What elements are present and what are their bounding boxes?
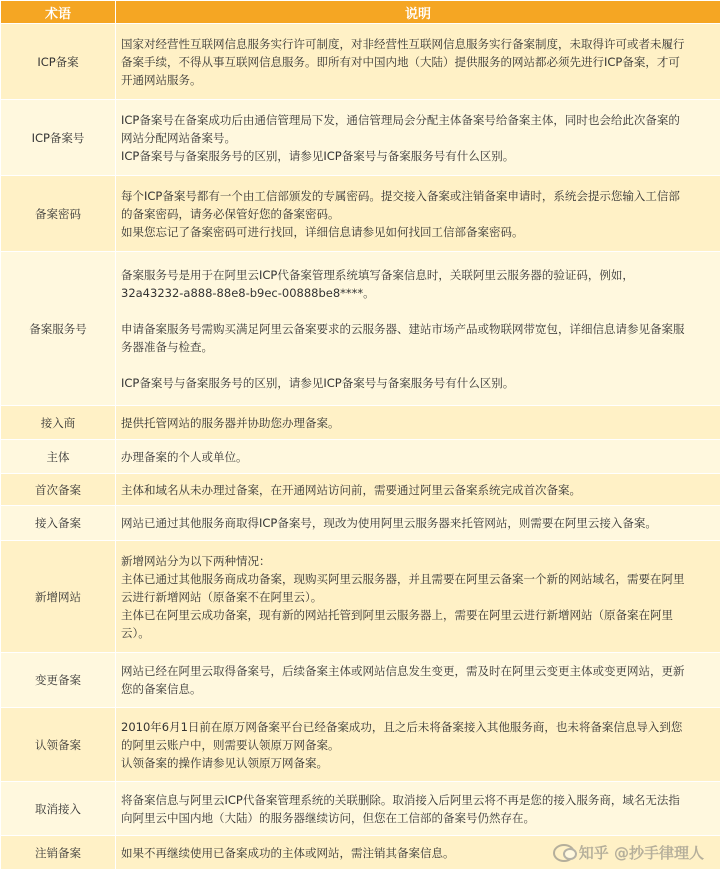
description-line: 每个ICP备案号都有一个由工信部颁发的专属密码。提交接入备案或注销备案申请时，系统会提示您输入工信部 (121, 188, 680, 203)
description-line: 云进行新增网站（原备案不在阿里云）。 (121, 589, 323, 604)
description-line: 务器准备与检查。 (121, 339, 213, 354)
description-cell (116, 506, 720, 541)
description-line: 2010年6月1日前在原万网备案平台已经备案成功，且之后未将备案接入其他服务商，也未将备案信息导入到您 (121, 719, 683, 734)
table-row (1, 24, 720, 100)
header-term: 术语 (1, 1, 116, 24)
table-row (1, 653, 720, 708)
description-cell (116, 406, 720, 440)
table-row (1, 440, 720, 474)
term-cell: 主体 (1, 440, 116, 474)
description-cell (116, 708, 720, 782)
term-cell: 接入商 (1, 406, 116, 440)
description-cell (116, 653, 720, 708)
header-description: 说明 (116, 1, 720, 24)
wechat-icon (553, 844, 575, 862)
description-line: 申请备案服务号需购买满足阿里云备案要求的云服务器、建站市场产品或物联网带宽包，详细信息请参见备案服 (121, 321, 685, 336)
term-cell: 新增网站 (1, 541, 116, 653)
watermark (553, 842, 704, 863)
term-cell: 备案服务号 (1, 252, 116, 406)
description-cell (116, 24, 720, 100)
description-line: 的阿里云账户中，则需要认领原万网备案。 (121, 737, 340, 752)
table-row (1, 100, 720, 176)
table-row (1, 474, 720, 506)
description-line: 备案服务号是用于在阿里云ICP代备案管理系统填写备案信息时，关联阿里云服务器的验证码，例如， (121, 267, 634, 282)
description-line: 主体和域名从未办理过备案，在开通网站访问前，需要通过阿里云备案系统完成首次备案。 (121, 482, 581, 497)
description-line: 您的备案信息。 (121, 682, 202, 696)
description-line: 新增网站分为以下两种情况： (121, 553, 271, 568)
table-row (1, 541, 720, 653)
description-cell (116, 440, 720, 474)
term-cell: 认领备案 (1, 708, 116, 782)
table-row (1, 506, 720, 541)
description-line: 国家对经营性互联网信息服务实行许可制度，对非经营性互联网信息服务实行备案制度，未取得许可或者未履行 (121, 36, 685, 51)
description-line: 备案手续，不得从事互联网信息服务。即所有对中国内地（大陆）提供服务的网站都必须先进行ICP备案，才可 (121, 54, 680, 69)
term-cell: ICP备案号 (1, 100, 116, 176)
table-body (1, 24, 720, 870)
description-line: 主体已在阿里云成功备案，现有新的网站托管到阿里云服务器上，需要在阿里云进行新增网站（原备案在阿里 (121, 607, 673, 622)
description-cell (116, 782, 720, 836)
description-line: 将备案信息与阿里云ICP代备案管理系统的关联删除。取消接入后阿里云将不再是您的接入服务商，域名无法指 (121, 792, 680, 807)
description-line: 认领备案的操作请参见认领原万网备案。 (121, 755, 328, 770)
term-cell: 变更备案 (1, 653, 116, 708)
description-line: 网站分配网站备案号。 (121, 130, 236, 145)
description-line: ICP备案号与备案服务号的区别，请参见ICP备案号与备案服务号有什么区别。 (121, 148, 515, 163)
table-row (1, 782, 720, 836)
table-header-row (1, 1, 720, 24)
description-cell (116, 176, 720, 252)
term-cell: 注销备案 (1, 836, 116, 870)
description-cell (116, 541, 720, 653)
description-line: 向阿里云中国内地（大陆）的服务器继续访问，但您在工信部的备案号仍然存在。 (121, 810, 535, 825)
paragraph-gap (121, 302, 714, 320)
paragraph-gap (121, 356, 714, 374)
table-row (1, 406, 720, 440)
description-line: 网站已经在阿里云取得备案号，后续备案主体或网站信息发生变更，需及时在阿里云变更主体或变更网站，更新 (121, 664, 685, 678)
description-line: 提供托管网站的服务器并协助您办理备案。 (121, 415, 340, 430)
term-cell: 备案密码 (1, 176, 116, 252)
description-line: 如果不再继续使用已备案成功的主体或网站，需注销其备案信息。 (121, 845, 455, 860)
term-cell: 首次备案 (1, 474, 116, 506)
description-line: ICP备案号在备案成功后由通信管理局下发，通信管理局会分配主体备案号给备案主体，同时也会给此次备案的 (121, 112, 680, 127)
description-line: 如果您忘记了备案密码可进行找回，详细信息请参见如何找回工信部备案密码。 (121, 224, 524, 239)
description-line: 主体已通过其他服务商成功备案，现购买阿里云服务器，并且需要在阿里云备案一个新的网站域名，需要在阿里 (121, 571, 685, 586)
table-row (1, 176, 720, 252)
description-cell (116, 474, 720, 506)
description-line: 的备案密码，请务必保管好您的备案密码。 (121, 206, 340, 221)
table-row (1, 708, 720, 782)
description-line: 办理备案的个人或单位。 (121, 449, 248, 464)
description-cell (116, 252, 720, 406)
description-line: 32a43232-a888-88e8-b9ec-00888be8****。 (121, 285, 375, 300)
term-cell: ICP备案 (1, 24, 116, 100)
description-line: 云）。 (121, 625, 150, 640)
table-row (1, 252, 720, 406)
watermark-text: 知乎 @抄手律理人 (578, 844, 704, 862)
description-cell (116, 100, 720, 176)
description-line: ICP备案号与备案服务号的区别，请参见ICP备案号与备案服务号有什么区别。 (121, 375, 515, 390)
description-line: 网站已通过其他服务商取得ICP备案号，现改为使用阿里云服务器来托管网站，则需要在阿里云接入备案。 (121, 516, 657, 530)
term-cell: 接入备案 (1, 506, 116, 541)
term-cell: 取消接入 (1, 782, 116, 836)
description-line: 开通网站服务。 (121, 72, 202, 87)
